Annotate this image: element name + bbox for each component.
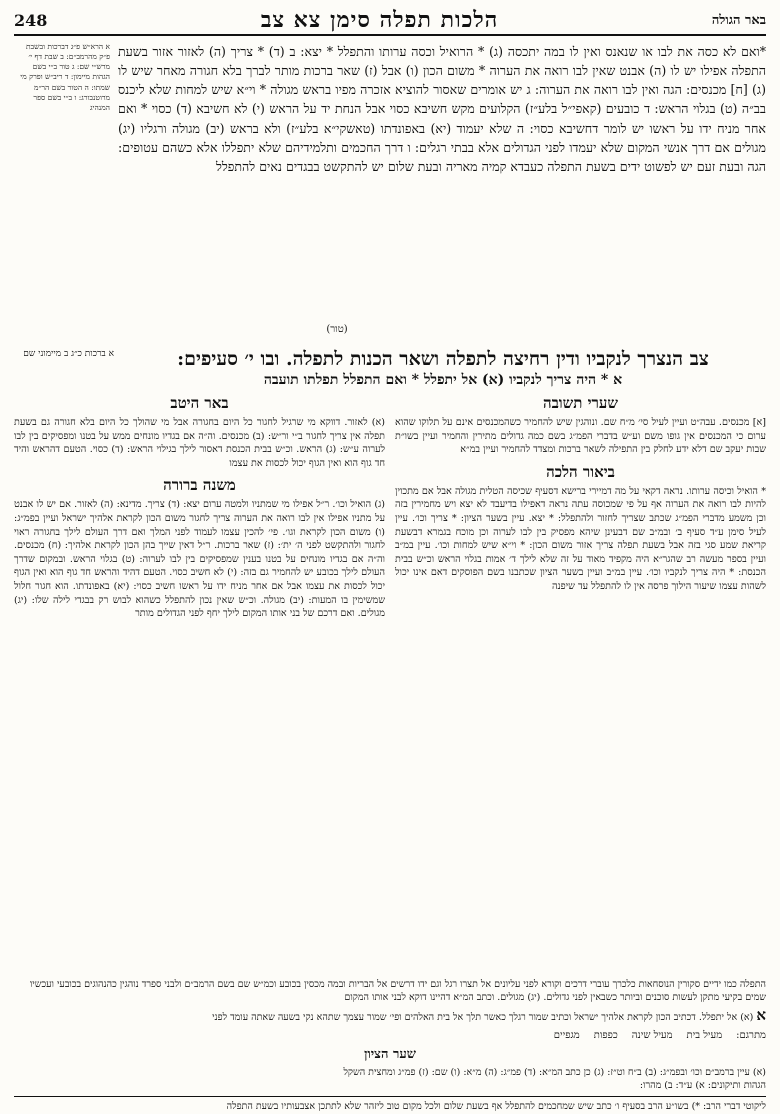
- lower-section: [14, 978, 766, 1113]
- targum-label: מתרגם:: [736, 1029, 766, 1041]
- siman-first-line: א * היה צריך לנקביו (א) אל יתפלל * ואם התפלל תפלתו תועבה: [263, 372, 623, 388]
- left-column: [14, 392, 385, 972]
- biur-halacha-text: * הואיל וכיסה ערותו. נראה דקאי על מה דמיירי ברישא דסעיף שכיסה הטלית מגולה אבל אם מתכוין להיות לבו רואה את הערוה אף על פי שמכוסה עתה נראה דאפילו בדיעבד לא יצא ויש מחמירין בזה וכן משמע מדברי הפמ״ג שכתב שצריך לחזור ולהתפלל: * יצא. עיין בשער הציון: * צריך וכו׳. עיין לעיל סימן ע״ד סעיף ב׳ ובמ״ב שם דבעינן שיהא מפסיק בין לבו לערוה וכן מוכח בגמרא דבשעת קריאת שמע סגי בזה אבל בשעת תפלה צריך אזור משום הכון: * וי״א שיש למחות וכו׳. עיין במ״ב ועיין בספר מעשה רב שהגר״א היה מקפיד מאוד על זה שלא לילך ד׳ אמות בגלוי הראש וכ״ש בבית הכנסת: * היה צריך לנקביו וכו׳. עיין במ״ב ועיין בשער הציון שכתבנו בשם הפוסקים דאם אינו יכול לשהות עצמו שיעור הילוך פרסה אין לו להתפלל עד שיפנה: [395, 485, 766, 593]
- siman-margin-notes: א ברכות כ״ג ב מיימוני שם: [23, 349, 114, 359]
- shaarei-teshuva-heading: שערי תשובה: [542, 394, 619, 412]
- shaar-hatziyun-heading: שער הציון: [364, 1046, 416, 1062]
- targum-item: מעיל שינה: [631, 1029, 673, 1041]
- page-header: [14, 6, 766, 36]
- mishna-berura-text: (ג) הואיל וכו׳. ר״ל אפילו מי שמתניו ולמטה ערום יצא: (ד) צריך. מדינא: (ה) לאזור. אם יש לו אבנט על מתניו אפילו אין לבו רואה את הערוה צריך לחגור משום הכון לקראת אלהיך ישראל ועיין בפמ״ג: (ו) משום הכון לקראת וגו׳. פי׳ להכין עצמו לעמוד לפני המלך ואם דרך העולם לילך בחגורה ראוי לחגור ולהתקשט לפני ה׳ ית׳: (ז) שאר ברכות. ר״ל דאין שייך בהן הכון לקראת אלהיך: (ח) מכנסים. וה״ה אם בגדיו מונחים על בטנו בענין שמפסיקים בין לבו לערוה: (ט) בגלוי הראש. ובמקום שדרך העולם לילך בכובע יש להחמיר גם בזה: (י) לא חשיב כסוי. הטעם דהיד והראש חד גוף הוא ואין הגוף יכול לכסות את עצמו אבל אם אחר מניח ידו על ראשו חשיב כסוי: (יא) באפונדתו. הוא חגור חלול שמשימין בו המעות: (יב) מגולה. וכ״ש שאין נכון להתפלל כשהוא לבוש רק בבגדי לילה שלו: (יג) מגולים. ואם דרכם של בני אותו המקום לילך יחף לפני הגדולים מותר: [14, 499, 385, 620]
- beer-heitev-heading: באר היטב: [170, 394, 229, 412]
- lower-paragraph: התפלה כמו ידיים סקורין הנוסחאות כלכרך עוברי דרכים וקורא לפני עליונים אל תצרו רגל וגם ידו דרשים אל הבריות ובמה מכסין בכובע וכמ״ש שם בשם הרמב״ם ולבני ספרד נוהגין כהנהוגים בכובעי ועכשיו שמים בקיעי מתקן לעשות סוכנים וביותר כשבאין לפני גדולים. (יג) מגולים. וכתב המ״א דהיינו דוקא לבני אותו המקום: [29, 979, 766, 1004]
- commentary-columns: [14, 392, 766, 972]
- top-section: [14, 42, 766, 334]
- targum-item: כפפות: [593, 1029, 618, 1041]
- footer-line: [14, 1096, 766, 1113]
- section-alef: [14, 1005, 766, 1026]
- targum-item: מגפיים: [553, 1029, 580, 1041]
- targum-line: [14, 1029, 766, 1043]
- siman-heading: צב הנצרך לנקביו ודין רחיצה לתפלה ושאר הכנות לתפלה. ובו י׳ סעיפים:: [177, 348, 709, 370]
- shaar-hatziyun-text: (א) עיין ברמב״ם וכו׳ ובפמ״ג: (ב) ב״ח וט״ז: (ג) כן כתב המ״א: (ד) פמ״ג: (ה) מ״א: (ו) שם: (ז) פמ״ג ומחצית השקל: [343, 1066, 766, 1078]
- biur-halacha-heading: ביאור הלכה: [546, 462, 615, 481]
- hagahot-line: הגהות ותיקונים: א) ע״ד: ב) מהרו:: [639, 1080, 766, 1092]
- header-side-label: באר הגולה: [711, 13, 766, 28]
- tur-note: (טור): [326, 324, 348, 335]
- likutei-text: ליקוטי דברי הרב: *) בשו״ע הרב בסעיף ו׳ כתב שיש שמחכמים להתפלל אף בשעת שלום ולכל מקום טוב ליזהר שלא לתתכן אצבעותיו בשעת התפלה: [226, 1101, 766, 1113]
- section-letter: א: [756, 1005, 766, 1024]
- main-text-top: *ואם לא כסה את לבו או שנאנס ואין לו במה יתכסה (ג) * הרואיל וכסה ערותו והתפלל * יצא: ב (ד) * צריך (ה) לאזור אזור בשעת התפלה אפילו יש לו (ה) אבנט שאין לבו רואה את הערוה * משום הכון (ו) אבל (ז) שאר ברכות מותר לברך בלא חגורה מאחר שיש לו (ג) [ח] מכנסים: הגה ואין לבו רואה את הערוה: ג יש אומרים שאסור להוציא אזכרה מפיו בראש מגולה * וי״א שיש למחות שלא ליכנס בב״ה (ט) בגלוי הראש: ד כובעים (קאפי״ל בלע״ז) הקלועים מקש חשיבא כסוי אבל הנחת יד על הראש (י) לא חשיבא (ד) כסוי * ואם אחר מניח ידו על ראשו יש לומר דחשיבא כסוי: ה שלא יעמוד (יא) באפונדתו (טאשקי״א בלע״ז) ולא בראש (יב) מגולה ורגליו (יג) מגולים אם דרך אנשי המקום שלא יעמדו לפני הגדולים אלא בבתי רגלים: ו דרך החכמים ותלמידיהם שלא יתפללו אלא כשהם עטופים: הגה ובעת זעם יש לפשוט ידים בשעת התפלה כעבדא קמיה מאריה ובעת שלום יש להתקשט בבגדים נאים להתפלל: [118, 44, 766, 174]
- shaarei-teshuva-text: [א] מכנסים. עבה״ט ועיין לעיל סי׳ מ״ח שם. ונוהגין שיש להחמיר כשהמכנסים אינם על תלוקו שהוא ערום כי המכנסים אין גופו משם וע״ש בדברי הפמ״ג בשם כמה גדולים מתירין והחמיר ועיין בשו״ת שבות יעקב שם דלא ידע לחלק בין התפילה לשאר ברכות ומצדד להחמיר ועיין במ״א: [395, 417, 766, 456]
- section-text: (א) אל יתפלל. דכתיב הכון לקראת אלהיך ישראל וכתיב שמור רגלך כאשר תלך אל בית האלהים ופי׳ שמור עצמך שתהא נקי בשעה שאתה עומד לפני: [212, 1011, 754, 1023]
- page-number: 248: [14, 10, 48, 30]
- mishna-berura-heading: משנה ברורה: [163, 476, 236, 495]
- margin-notes: א הרא״ש פ״ג דברכות ובשבת פ״ק מהרמב״ם: ב שבת דף י׳ מרש״י שם: ג טור ב״י בשם הגהות מיימון: ד ריב״ש ופרק מי שמתו: ה הטור בשם הר״מ מרוטנבורג: ו ב״י בשם ספר המנהיג: [20, 42, 110, 112]
- page-title: הלכות תפלה סימן צא צב: [260, 7, 499, 33]
- targum-item: מעיל בית: [686, 1029, 723, 1041]
- right-column: [395, 392, 766, 972]
- beer-heitev-text: (א) לאזור. דווקא מי שרגיל לחגור כל היום בחגורה אבל מי שהולך כל היום בלא חגורה גם בשעת תפלה אין צריך לחגור ב״י ור״ש: (ב) מכנסים. וה״ה אם בגדיו מונחים ממש על בטנו ומפסיקים בין לבו לערוה ע״ש: (ג) הראש. וכ״ש בבית הכנסת דאסור לילך בגילוי הראש: (ד) כסוי. הטעם דהראש והיד חד גוף הוא ואין הגוף יכול לכסות את עצמו: [14, 417, 385, 469]
